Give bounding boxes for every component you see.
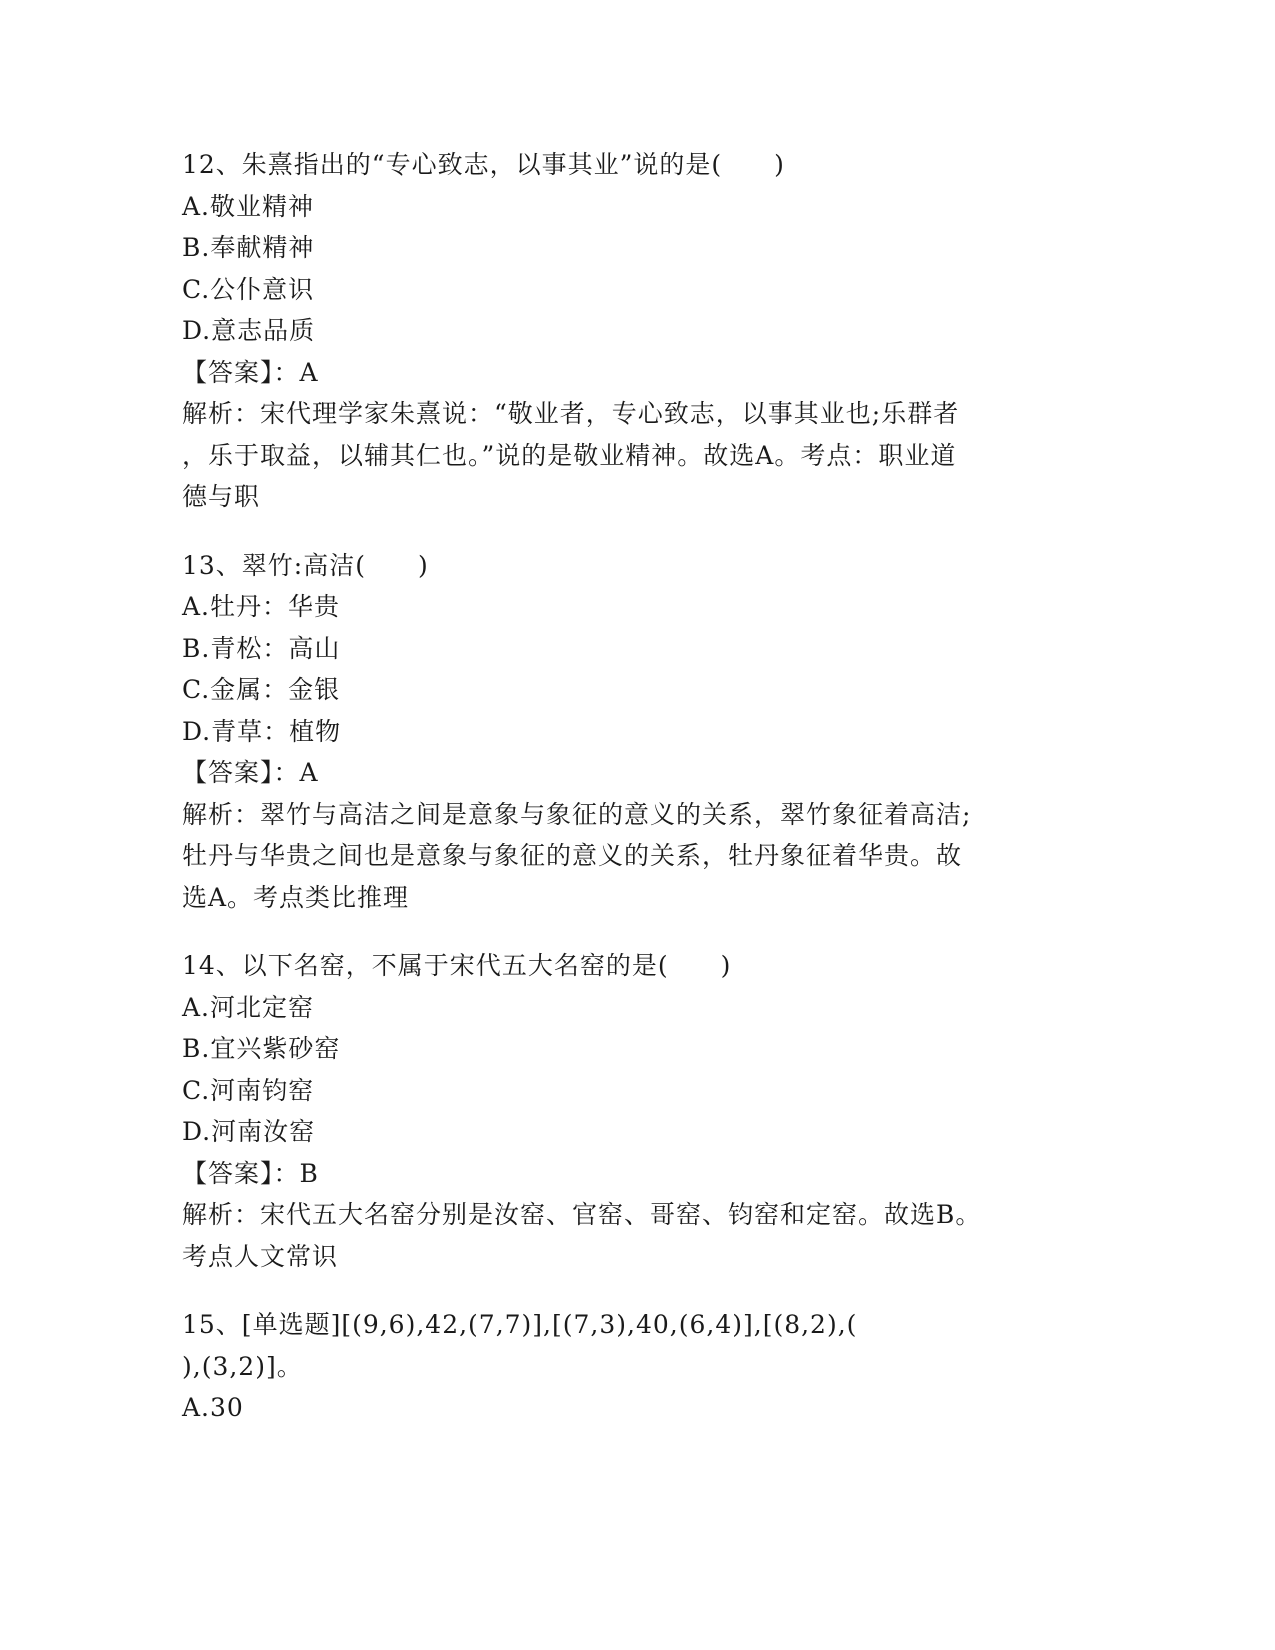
- option-b: B.宜兴紫砂窑: [182, 1034, 341, 1063]
- option-d: D.青草：植物: [182, 716, 342, 746]
- question-15: [182, 1304, 1082, 1429]
- analysis-line: 考点人文常识: [182, 1241, 339, 1271]
- question-12: [182, 144, 1082, 518]
- analysis-line: 牡丹与华贵之间也是意象与象征的意义的关系，牡丹象征着华贵。故: [182, 841, 963, 870]
- question-14: [182, 945, 1082, 1277]
- option-a: A.敬业精神: [182, 191, 315, 221]
- option-a: A.河北定窑: [182, 992, 315, 1022]
- analysis-line: 选A。考点类比推理: [182, 882, 410, 912]
- option-c: C.公仆意识: [182, 274, 315, 304]
- option-d: D.河南汝窑: [182, 1117, 316, 1146]
- analysis-line: 解析：宋代理学家朱熹说：“敬业者，专心致志，以事其业也;乐群者: [182, 399, 960, 428]
- exam-page: [182, 144, 1082, 1429]
- option-c: C.河南钧窑: [182, 1075, 315, 1105]
- analysis-line: 解析：翠竹与高洁之间是意象与象征的意义的关系，翠竹象征着高洁;: [182, 799, 972, 829]
- question-stem-continued: ),(3,2)]。: [182, 1351, 303, 1381]
- answer-line: 【答案】：A: [182, 758, 319, 787]
- question-stem: 13、翠竹:高洁( ): [182, 550, 429, 580]
- question-stem: 15、[单选题][(9,6),42,(7,7)],[(7,3),40,(6,4)],[(8,2),(: [182, 1310, 858, 1339]
- answer-line: 【答案】：B: [182, 1158, 319, 1188]
- answer-line: 【答案】：A: [182, 357, 319, 387]
- analysis-line: 解析：宋代五大名窑分别是汝窑、官窑、哥窑、钧窑和定窑。故选B。: [182, 1200, 982, 1229]
- option-c: C.金属：金银: [182, 675, 341, 704]
- option-b: B.青松：高山: [182, 633, 341, 663]
- option-a: A.牡丹：华贵: [182, 592, 341, 621]
- question-stem: 14、以下名窑，不属于宋代五大名窑的是( ): [182, 951, 732, 980]
- option-a: A.30: [182, 1393, 244, 1422]
- analysis-line: 德与职: [182, 482, 261, 511]
- option-d: D.意志品质: [182, 316, 316, 345]
- analysis-line: ，乐于取益，以辅其仁也。”说的是敬业精神。故选A。考点：职业道: [182, 440, 957, 470]
- question-stem: 12、朱熹指出的“专心致志，以事其业”说的是( ): [182, 150, 785, 179]
- option-b: B.奉献精神: [182, 233, 315, 262]
- question-13: [182, 545, 1082, 919]
